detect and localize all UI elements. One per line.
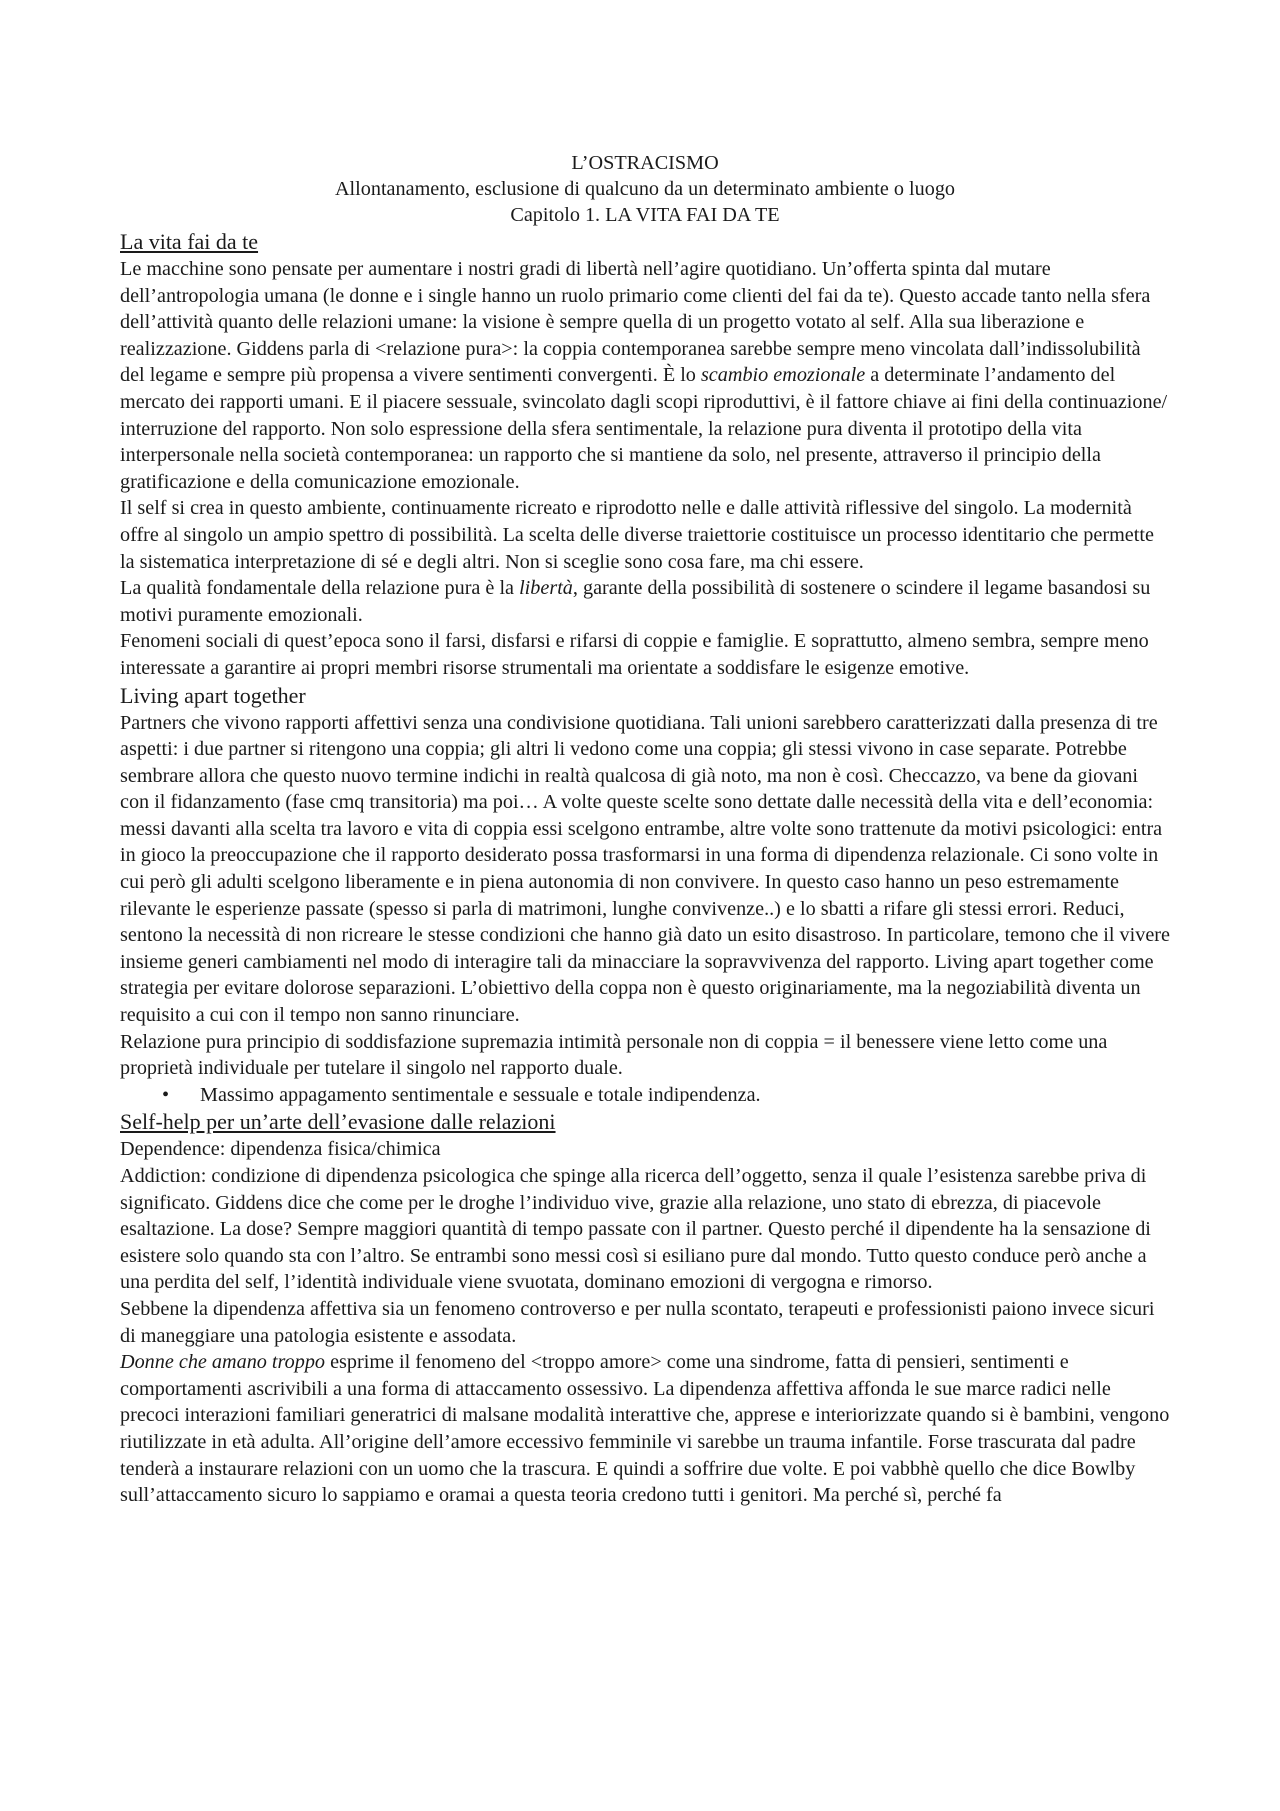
bullet-icon: • (162, 1083, 170, 1106)
emphasis-text: libertà (519, 577, 573, 600)
paragraph: Il self si crea in questo ambiente, continuamente ricreato e riprodotto nelle e dalle attività riflessive del singolo. La modernità offre al singolo un ampio spettro di possibilità. La scelta delle diverse traiettorie costituisce un processo identitario che permette la sistematica interpretazione di sé e degli altri. Non si sceglie sono cosa fare, ma chi essere. (120, 497, 1154, 573)
document-title: L’OSTRACISMO (571, 152, 719, 174)
emphasis-text: Donne che amano troppo (120, 1351, 326, 1374)
paragraph: Fenomeni sociali di quest’epoca sono il farsi, disfarsi e rifarsi di coppie e famiglie. E soprattutto, almeno sembra, sempre meno interessate a garantire ai propri membri risorse strumentali ma orientate a soddisfare le esigenze emotive. (120, 630, 1149, 679)
paragraph: Le macchine sono pensate per aumentare i nostri gradi di libertà nell’agire quotidiano. Un’offerta spinta dal mutare dell’antropologia umana (le donne e i single hanno un ruolo primario come clienti del fai da te). Questo accade tanto nella sfera dell’attività quanto delle relazioni umane: la visione è sempre quella di un progetto votato al self. Alla sua liberazione e realizzazione. Giddens parla di <relazione pura>: la coppia contemporanea sarebbe sempre meno vincolata dall’indissolubilità del legame e sempre più propensa a vivere sentimenti convergenti. È lo scambio emozionale a determinate l’andamento del mercato dei rapporti umani. E il piacere sessuale, svincolato dagli scopi riproduttivi, è il fattore chiave ai fini della continuazione/ interruzione del rapporto. Non solo espressione della sfera sentimentale, la relazione pura diventa il prototipo della vita interpersonale nella società contemporanea: un rapporto che si mantiene da solo, nel presente, attraverso il principio della gratificazione e della comunicazione emozionale. (120, 258, 1168, 493)
paragraph: Sebbene la dipendenza affettiva sia un fenomeno controverso e per nulla scontato, terapeuti e professionisti paiono invece sicuri di maneggiare una patologia esistente e assodata. (120, 1297, 1155, 1347)
emphasis-text: scambio emozionale (700, 364, 866, 387)
paragraph: Donne che amano troppo esprime il fenomeno del <troppo amore> come una sindrome, fatta di pensieri, sentimenti e comportamenti ascrivibili a una forma di attaccamento ossessivo. La dipendenza affettiva affonda le sue marce radici nelle precoci interazioni familiari generatrici di malsane modalità interattive che, apprese e interiorizzate quando si è bambini, vengono riutilizzate in età adulta. All’origine dell’amore eccessivo femminile vi sarebbe un trauma infantile. Forse trascurata dal padre tenderà a instaurare relazioni con un uomo che la trascura. E quindi a soffrire due volte. E poi vabbhè quello che dice Bowlby sull’attaccamento sicuro lo sappiamo e oramai a questa teoria credono tutti i genitori. Ma perché sì, perché fa (120, 1351, 1170, 1507)
document-subtitle: Allontanamento, esclusione di qualcuno da un determinato ambiente o luogo (334, 178, 956, 200)
chapter-title: Capitolo 1. LA VITA FAI DA TE (510, 204, 780, 226)
paragraph: Addiction: condizione di dipendenza psicologica che spinge alla ricerca dell’oggetto, senza il quale l’esistenza sarebbe priva di significato. Giddens dice che come per le droghe l’individuo vive, grazie alla relazione, uno stato di ebrezza, di piacevole esaltazione. La dose? Sempre maggiori quantità di tempo passate con il partner. Questo perché il dipendente ha la sensazione di esistere solo quando sta con l’altro. Se entrambi sono messi così si esiliano pure dal mondo. Tutto questo conduce però anche a una perdita del self, l’identità individuale viene svuotata, dominano emozioni di vergogna e rimorso. (120, 1165, 1151, 1294)
section-heading-self-help: Self-help per un’arte dell’evasione dalle relazioni (120, 1109, 556, 1135)
paragraph: Dependence: dipendenza fisica/chimica (120, 1138, 441, 1161)
document-page (120, 150, 1170, 1509)
section-heading-vita-fai-da-te: La vita fai da te (120, 229, 259, 254)
document-header (120, 150, 1170, 228)
paragraph: Relazione pura principio di soddisfazione supremazia intimità personale non di coppia = il benessere viene letto come una proprietà individuale per tutelare il singolo nel rapporto duale. (120, 1030, 1108, 1080)
section-heading-living-apart-together: Living apart together (120, 682, 306, 708)
paragraph: La qualità fondamentale della relazione pura è la libertà, garante della possibilità di sostenere o scindere il legame basandosi su motivi puramente emozionali. (120, 577, 1151, 626)
paragraph: Partners che vivono rapporti affettivi senza una condivisione quotidiana. Tali unioni sarebbero caratterizzati dalla presenza di tre aspetti: i due partner si ritengono una coppia; gli altri li vedono come una coppia; gli stessi vivono in case separate. Potrebbe sembrare allora che questo nuovo termine indichi in realtà qualcosa di già noto, ma non è così. Checcazzo, va bene da giovani con il fidanzamento (fase cmq transitoria) ma poi… A volte queste scelte sono dettate dalle necessità della vita e dell’economia: messi davanti alla scelta tra lavoro e vita di coppia essi scelgono entrambe, altre volte sono trattenute da motivi psicologici: entra in gioco la preoccupazione che il rapporto desiderato possa trasformarsi in una forma di dipendenza relazionale. Ci sono volte in cui però gli adulti scelgono liberamente e in piena autonomia di non convivere. In questo caso hanno un peso estremamente rilevante le esperienze passate (spesso si parla di matrimoni, lunghe convivenze..) e lo sbatti a rifare gli stessi errori. Reduci, sentono la necessità di non ricreare le stesse condizioni che hanno già dato un esito disastroso. In particolare, temono che il vivere insieme generi cambiamenti nel modo di interagire tali da minacciare la sopravvivenza del rapporto. Living apart together come strategia per evitare dolorose separazioni. L’obiettivo della coppa non è questo originariamente, ma la negoziabilità diventa un requisito a cui con il tempo non sanno rinunciare. (120, 711, 1170, 1027)
bullet-item: • Massimo appagamento sentimentale e sessuale e totale indipendenza. (120, 1082, 1170, 1109)
